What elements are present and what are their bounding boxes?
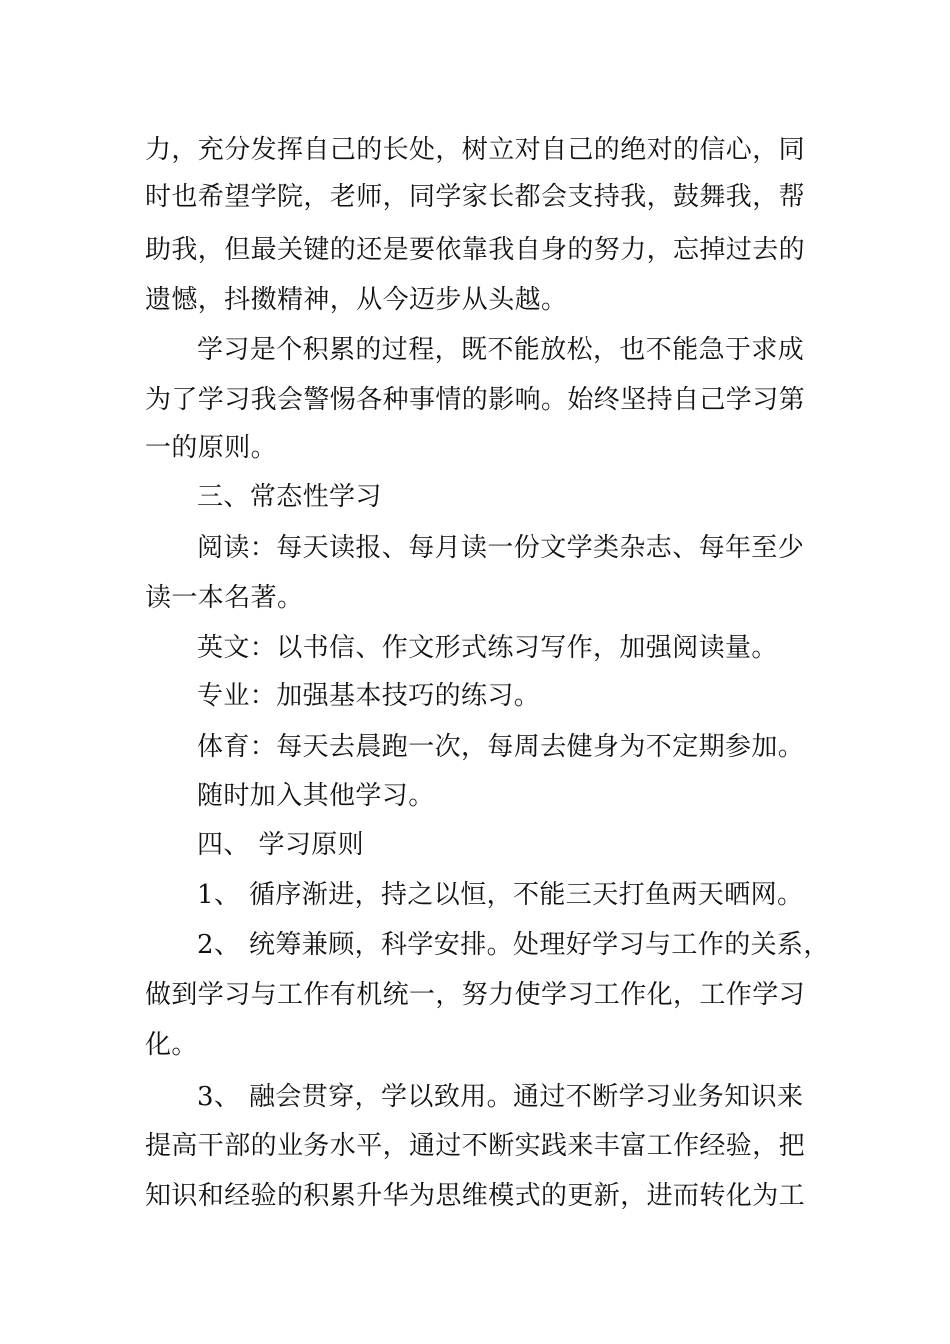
text-line: 化。 [145, 1030, 198, 1060]
text-line: 助我，但最关键的还是要依靠我自身的努力，忘掉过去的 [145, 235, 806, 265]
text-line: 知识和经验的积累升华为思维模式的更新，进而转化为工 [145, 1181, 806, 1211]
text-line: 遗憾，抖擞精神，从今迈步从头越。 [145, 285, 568, 315]
text-line: 随时加入其他学习。 [197, 781, 435, 811]
text-line: 学习是个积累的过程，既不能放松，也不能急于求成 [197, 335, 805, 365]
text-line: 做到学习与工作有机统一，努力使学习工作化，工作学习 [145, 980, 806, 1010]
text-line: 读一本名著。 [145, 583, 304, 613]
text-line: 提高干部的业务水平，通过不断实践来丰富工作经验，把 [145, 1131, 806, 1161]
text-line: 阅读：每天读报、每月读一份文学类杂志、每年至少 [197, 533, 805, 563]
text-line: 英文：以书信、作文形式练习写作，加强阅读量。 [197, 633, 778, 663]
section-heading: 三、常态性学习 [197, 482, 382, 512]
text-line: 为了学习我会警惕各种事情的影响。始终坚持自己学习第 [145, 385, 806, 415]
text-line: 力，充分发挥自己的长处，树立对自己的绝对的信心，同 [145, 135, 806, 165]
text-line: 时也希望学院，老师，同学家长都会支持我，鼓舞我，帮 [145, 182, 806, 212]
section-heading: 四、 学习原则 [197, 830, 365, 860]
list-item: 2、 统筹兼顾，科学安排。处理好学习与工作的关系， [197, 930, 830, 960]
text-line: 一的原则。 [145, 433, 278, 463]
text-line: 专业：加强基本技巧的练习。 [197, 681, 541, 711]
list-item: 3、 融会贯穿，学以致用。通过不断学习业务知识来 [197, 1082, 804, 1112]
text-line: 体育：每天去晨跑一次，每周去健身为不定期参加。 [197, 732, 805, 762]
list-item: 1、 循序渐进，持之以恒，不能三天打鱼两天晒网。 [197, 880, 804, 910]
